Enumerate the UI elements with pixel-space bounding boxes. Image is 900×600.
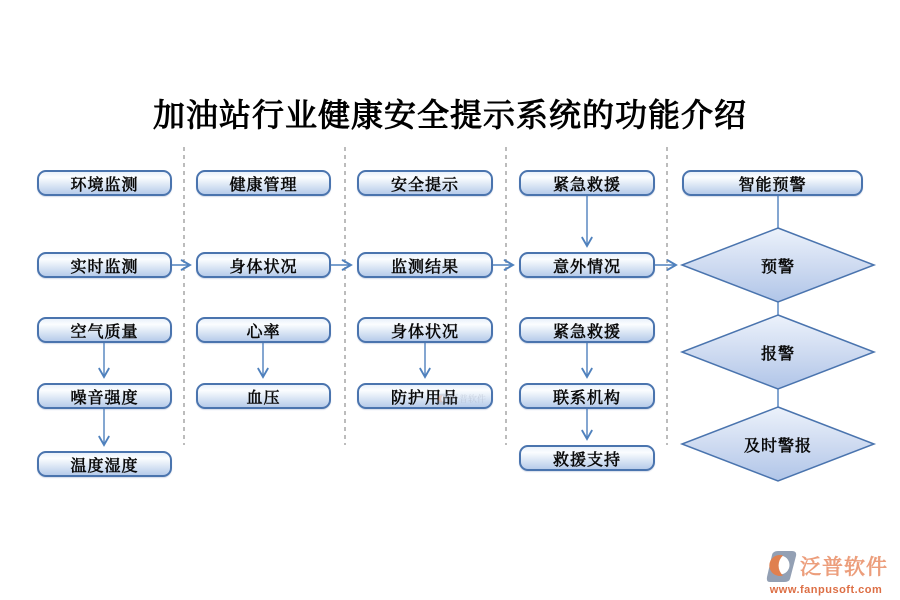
node-air-quality: 空气质量 — [37, 317, 172, 343]
node-temp-humidity: 温度湿度 — [37, 451, 172, 477]
node-blood-pressure: 血压 — [196, 383, 331, 409]
decision-label-alarm: 报警 — [760, 345, 795, 363]
node-env-monitor-header: 环境监测 — [37, 170, 172, 196]
node-safety-tip-header: 安全提示 — [357, 170, 493, 196]
node-protective-gear: 防护用品 — [357, 383, 493, 409]
brand-name: 泛普软件 — [800, 556, 888, 579]
node-body-condition: 身体状况 — [196, 252, 331, 278]
inline-watermark — [436, 392, 486, 405]
brand-block — [762, 549, 890, 596]
node-emergency-header: 紧急救援 — [519, 170, 655, 196]
node-realtime-monitor: 实时监测 — [37, 252, 172, 278]
node-heart-rate: 心率 — [196, 317, 331, 343]
node-health-mgmt-header: 健康管理 — [196, 170, 331, 196]
node-emergency-rescue: 紧急救援 — [519, 317, 655, 343]
node-noise-level: 噪音强度 — [37, 383, 172, 409]
node-accident: 意外情况 — [519, 252, 655, 278]
fanpu-logo-icon — [764, 549, 798, 583]
node-smart-warning-header: 智能预警 — [682, 170, 863, 196]
brand-url: www.fanpusoft.com — [769, 584, 883, 596]
node-contact-agency: 联系机构 — [519, 383, 655, 409]
page-title: 加油站行业健康安全提示系统的功能介绍 — [152, 97, 747, 133]
inline-watermark-text: 泛普软件 — [450, 394, 487, 404]
node-body-condition-2: 身体状况 — [357, 317, 493, 343]
node-rescue-support: 救援支持 — [519, 445, 655, 471]
fanpu-mini-icon — [436, 393, 448, 405]
decision-label-timely-alert: 及时警报 — [743, 437, 812, 455]
node-monitor-result: 监测结果 — [357, 252, 493, 278]
decision-label-warning: 预警 — [760, 258, 795, 276]
